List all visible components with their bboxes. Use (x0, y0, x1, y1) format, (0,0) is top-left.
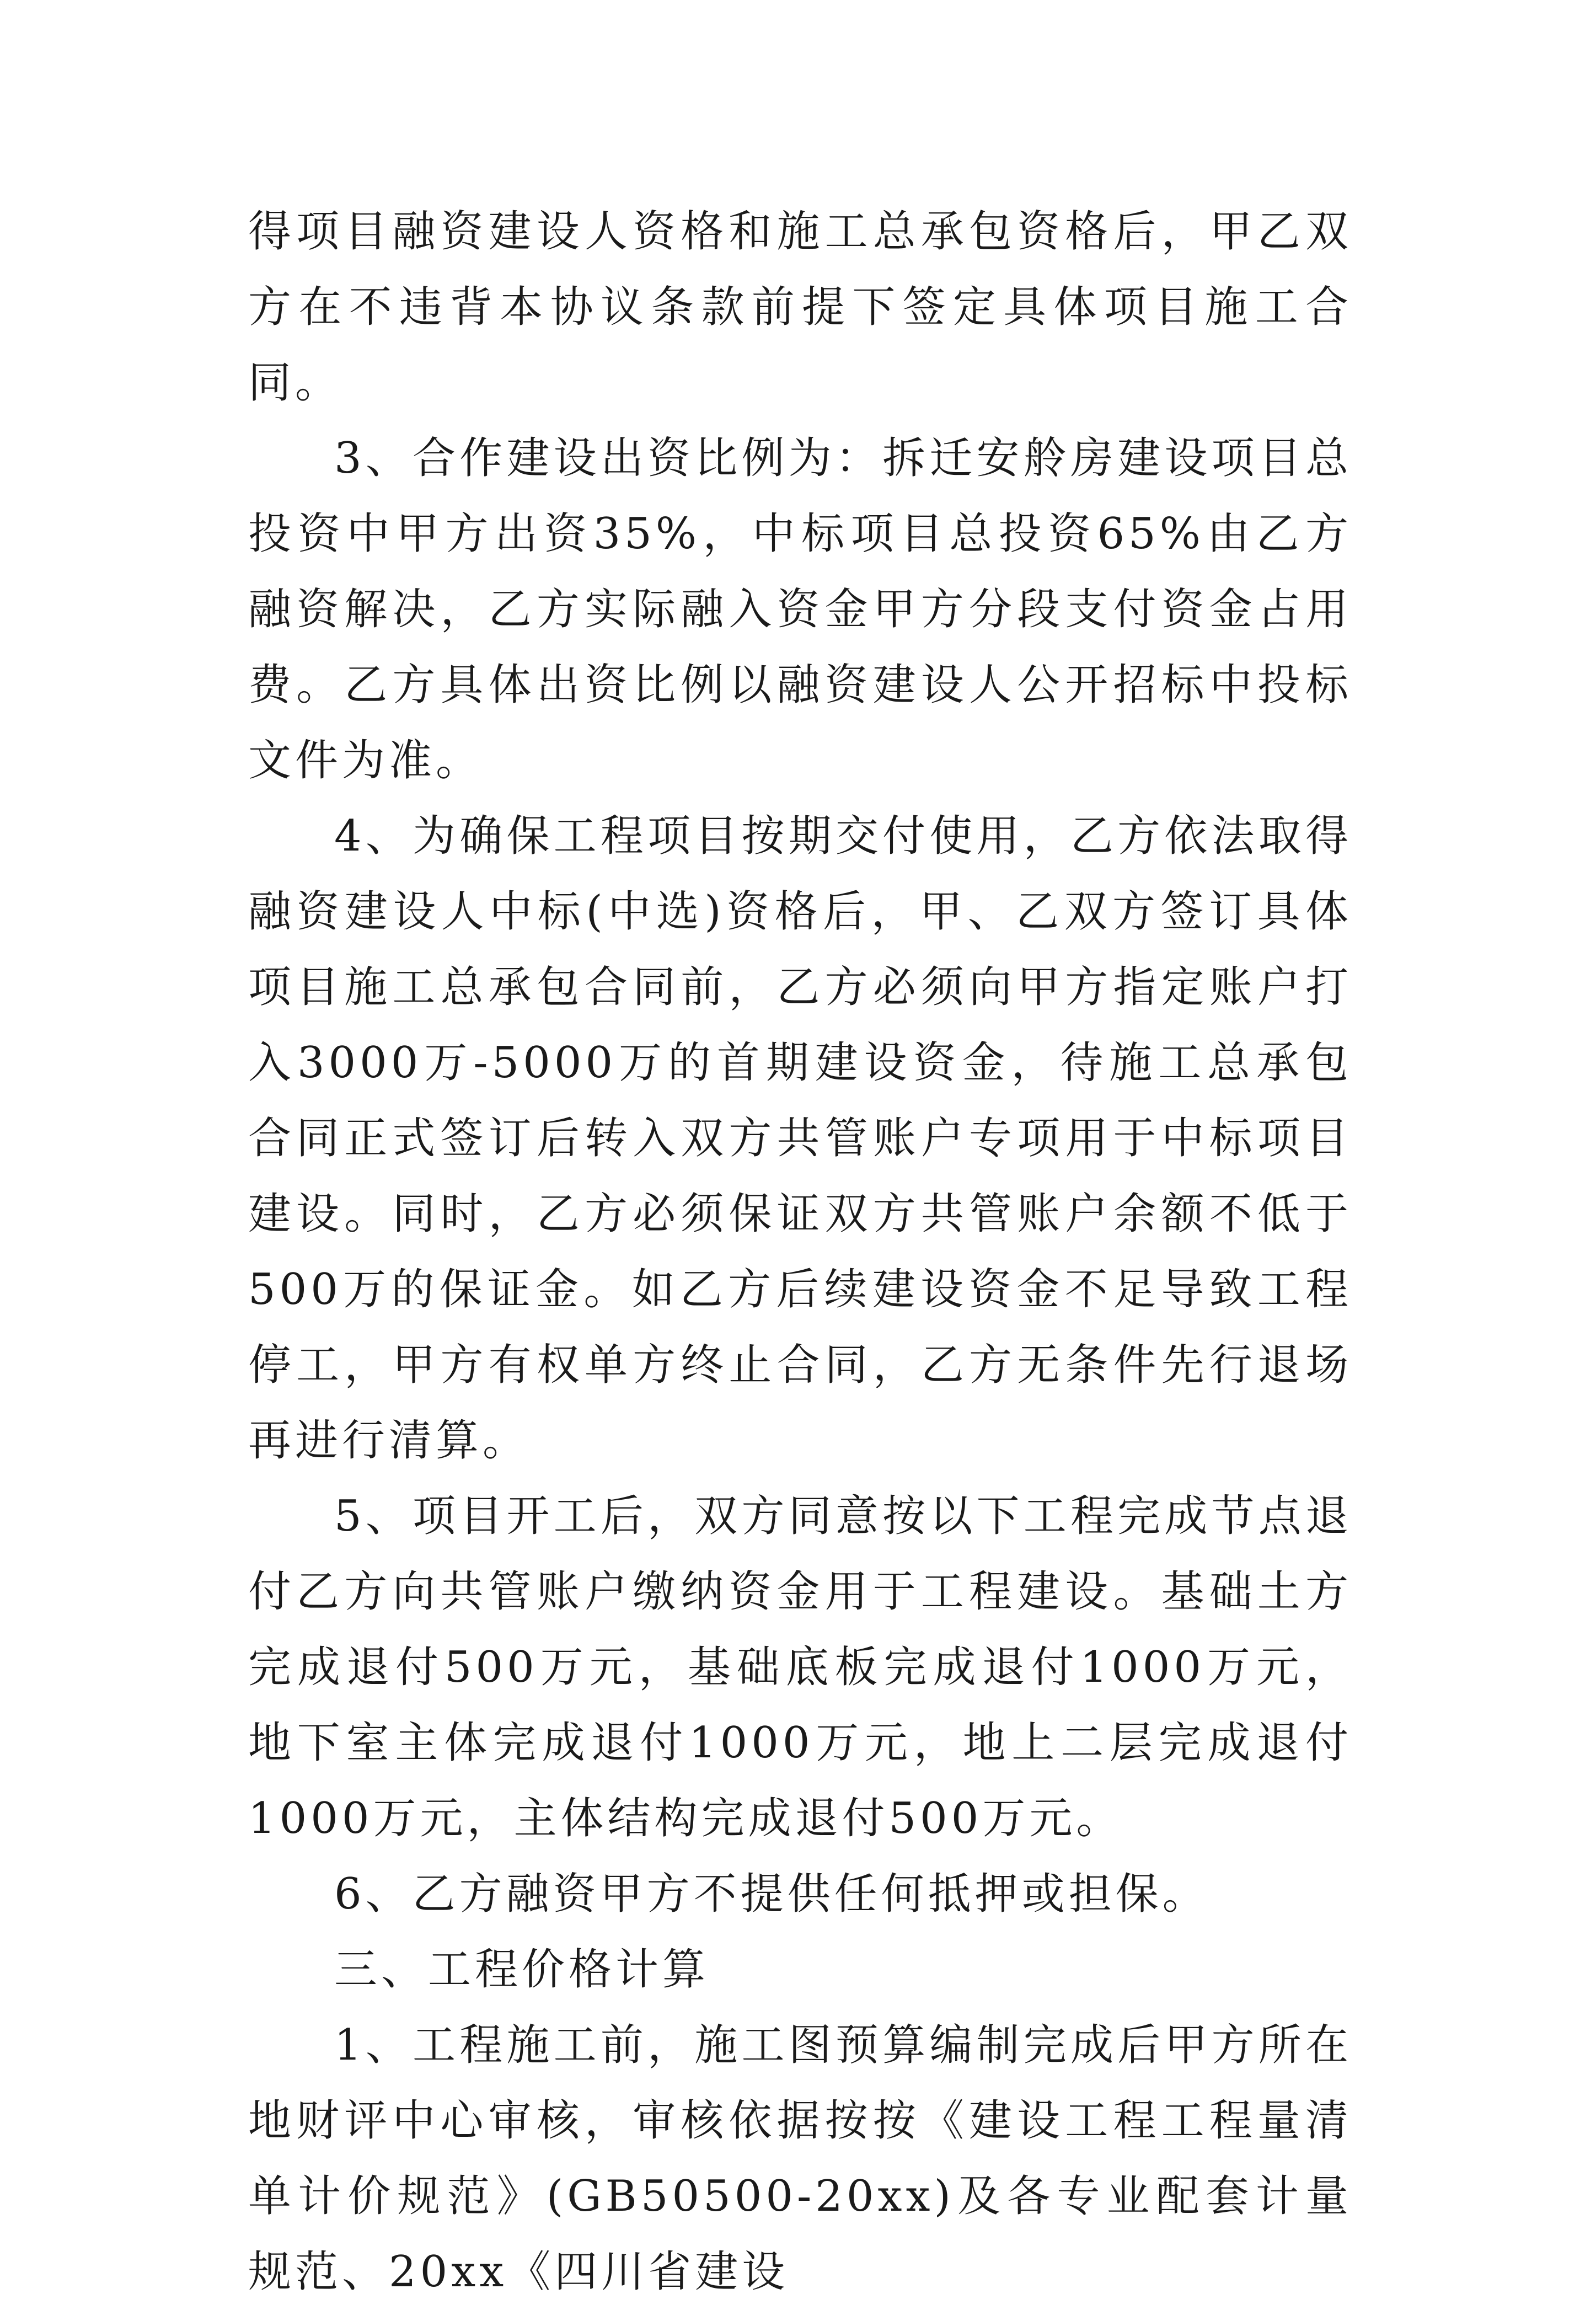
section-heading-price-calculation: 三、工程价格计算 (334, 1945, 710, 1994)
paragraph-price-clause-1: 1、工程施工前，施工图预算编制完成后甲方所在地财评中心审核，审核依据按按《建设工程工程量清单计价规范》(GB50500-20xx)及各专业配套计量规范、20xx《四川省建设 (248, 2020, 1352, 2297)
paragraph-continuation: 得项目融资建设人资格和施工总承包资格后，甲乙双方在不违背本协议条款前提下签定具体项目施工合同。 (248, 207, 1352, 408)
paragraph-clause-6: 6、乙方融资甲方不提供任何抵押或担保。 (334, 1869, 1209, 1919)
document-body (248, 194, 1352, 2310)
paragraph-clause-5: 5、项目开工后，双方同意按以下工程完成节点退付乙方向共管账户缴纳资金用于工程建设。基础土方完成退付500万元，基础底板完成退付1000万元，地下室主体完成退付1000万元，地上二层完成退付1000万元，主体结构完成退付500万元。 (248, 1491, 1352, 1843)
paragraph-clause-3: 3、合作建设出资比例为：拆迁安舲房建设项目总投资中甲方出资35%，中标项目总投资65%由乙方融资解决，乙方实际融入资金甲方分段支付资金占用费。乙方具体出资比例以融资建设人公开招标中投标文件为准。 (248, 434, 1352, 785)
paragraph-clause-4: 4、为确保工程项目按期交付使用，乙方依法取得融资建设人中标(中选)资格后，甲、乙双方签订具体项目施工总承包合同前，乙方必须向甲方指定账户打入3000万-5000万的首期建设资金，待施工总承包合同正式签订后转入双方共管账户专项用于中标项目建设。同时，乙方必须保证双方共管账户余额不低于500万的保证金。如乙方后续建设资金不足导致工程停工，甲方有权单方终止合同，乙方无条件先行退场再进行清算。 (248, 811, 1352, 1466)
